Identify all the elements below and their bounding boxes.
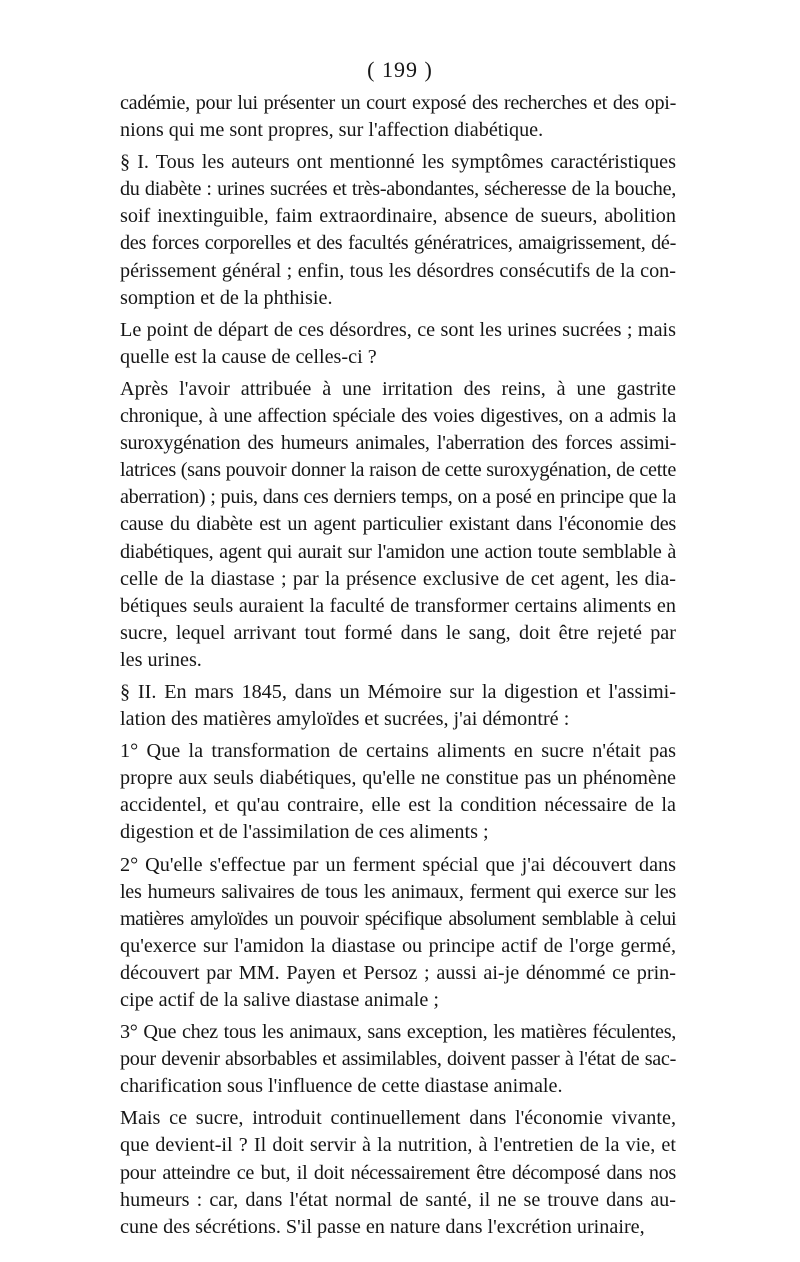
text-line: des forces corporelles et des facultés génératrices, amaigrissement, dé- bbox=[120, 232, 676, 255]
paragraph bbox=[120, 90, 676, 144]
text-line: somption et de la phthisie. bbox=[120, 286, 333, 309]
text-line: charification sous l'influence de cette diastase animale. bbox=[120, 1075, 563, 1098]
paragraph bbox=[120, 376, 676, 674]
paragraph bbox=[120, 149, 676, 312]
text-line: les humeurs salivaires de tous les animaux, ferment qui exerce sur les bbox=[120, 880, 676, 903]
text-line: soif inextinguible, faim extraordinaire, absence de sueurs, abolition bbox=[120, 205, 676, 228]
text-line: 2° Qu'elle s'effectue par un ferment spécial que j'ai découvert dans bbox=[120, 853, 676, 876]
text-line: pour atteindre ce but, il doit nécessairement être décomposé dans nos bbox=[120, 1161, 676, 1184]
paragraph bbox=[120, 852, 676, 1015]
text-line: bétiques seuls auraient la faculté de transformer certains aliments en bbox=[120, 594, 676, 617]
text-line: suroxygénation des humeurs animales, l'aberration des forces assimi- bbox=[120, 432, 676, 455]
text-line: pour devenir absorbables et assimilables, doivent passer à l'état de sac- bbox=[120, 1048, 676, 1071]
text-line: matières amyloïdes un pouvoir spécifique absolument semblable à celui bbox=[120, 907, 676, 930]
text-line: diabétiques, agent qui aurait sur l'amidon une action toute semblable à bbox=[120, 540, 676, 563]
text-line: périssement général ; enfin, tous les désordres consécutifs de la con- bbox=[120, 259, 676, 282]
text-line: § II. En mars 1845, dans un Mémoire sur la digestion et l'assimi- bbox=[120, 680, 676, 703]
text-line: cause du diabète est un agent particulier existant dans l'économie des bbox=[120, 513, 676, 536]
text-line: Mais ce sucre, introduit continuellement dans l'économie vivante, bbox=[120, 1107, 676, 1130]
text-line: découvert par MM. Payen et Persoz ; aussi ai-je dénommé ce prin- bbox=[120, 961, 676, 984]
text-line: latrices (sans pouvoir donner la raison de cette suroxygénation, de cette bbox=[120, 459, 676, 482]
text-line: propre aux seuls diabétiques, qu'elle ne constitue pas un phénomène bbox=[120, 767, 676, 790]
text-line: qu'exerce sur l'amidon la diastase ou principe actif de l'orge germé, bbox=[120, 934, 676, 957]
text-line: cune des sécrétions. S'il passe en nature dans l'excrétion urinaire, bbox=[120, 1215, 645, 1238]
text-line: aberration) ; puis, dans ces derniers temps, on a posé en principe que la bbox=[120, 486, 676, 509]
text-line: chronique, à une affection spéciale des voies digestives, on a admis la bbox=[120, 405, 676, 428]
text-line: sucre, lequel arrivant tout formé dans le sang, doit être rejeté par bbox=[120, 621, 676, 644]
text-line: 3° Que chez tous les animaux, sans exception, les matières féculentes, bbox=[120, 1021, 676, 1044]
paragraph bbox=[120, 317, 676, 371]
text-line: celle de la diastase ; par la présence exclusive de cet agent, les dia- bbox=[120, 567, 676, 590]
text-line: Après l'avoir attribuée à une irritation des reins, à une gastrite bbox=[120, 377, 676, 400]
text-line: digestion et de l'assimilation de ces aliments ; bbox=[120, 821, 489, 844]
text-line: humeurs : car, dans l'état normal de santé, il ne se trouve dans au- bbox=[120, 1188, 676, 1211]
text-line: cipe actif de la salive diastase animale ; bbox=[120, 989, 439, 1011]
text-line: accidentel, et qu'au contraire, elle est la condition nécessaire de la bbox=[120, 794, 676, 817]
page-number: ( 199 ) bbox=[367, 57, 433, 82]
text-line: lation des matières amyloïdes et sucrées, j'ai démontré : bbox=[120, 708, 570, 731]
text-line: Le point de départ de ces désordres, ce sont les urines sucrées ; mais bbox=[120, 318, 676, 341]
paragraph bbox=[120, 1105, 676, 1240]
text-line: § I. Tous les auteurs ont mentionné les symptômes caractéristiques bbox=[120, 151, 676, 174]
paragraph bbox=[120, 738, 676, 846]
text-line: 1° Que la transformation de certains aliments en sucre n'était pas bbox=[120, 740, 676, 763]
text-line: quelle est la cause de celles-ci ? bbox=[120, 345, 377, 368]
text-line: du diabète : urines sucrées et très-abondantes, sécheresse de la bouche, bbox=[120, 178, 676, 201]
text-line: que devient-il ? Il doit servir à la nutrition, à l'entretien de la vie, et bbox=[120, 1134, 676, 1157]
paragraph bbox=[120, 679, 676, 733]
body-text bbox=[120, 90, 676, 1241]
paragraph bbox=[120, 1019, 676, 1100]
text-line: cadémie, pour lui présenter un court exposé des recherches et des opi- bbox=[120, 92, 676, 114]
text-line: nions qui me sont propres, sur l'affection diabétique. bbox=[120, 119, 544, 142]
text-line: les urines. bbox=[120, 648, 202, 671]
